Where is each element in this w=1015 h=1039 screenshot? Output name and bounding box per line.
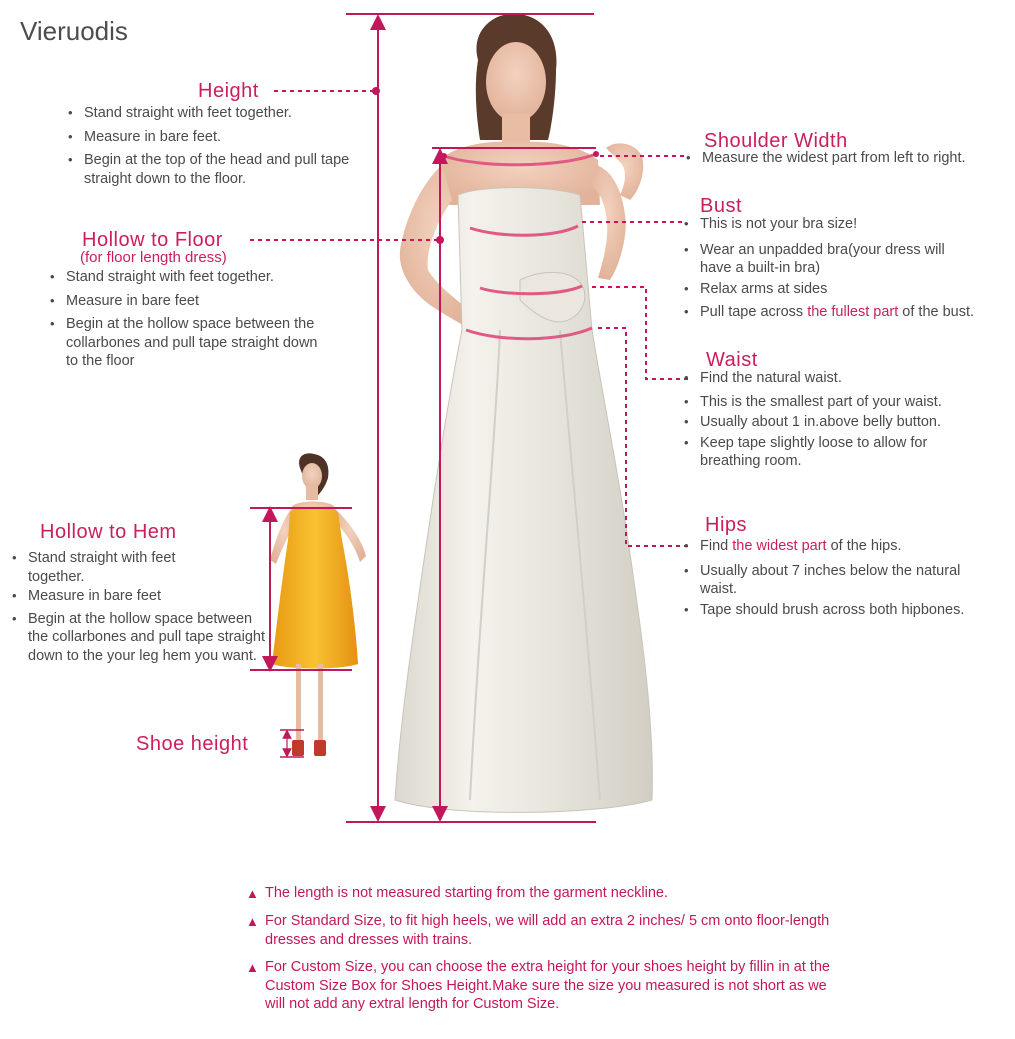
hollow-hem-list bbox=[12, 549, 274, 666]
warning-triangle-icon: ▲ bbox=[246, 914, 259, 929]
main-model-figure bbox=[395, 14, 652, 813]
note-text: The length is not measured starting from the garment neckline. bbox=[265, 885, 668, 901]
list-item bbox=[684, 303, 1009, 322]
hollow-floor-title: Hollow to Floor bbox=[82, 229, 223, 251]
list-item: • Keep tape slightly loose to allow for breathing room. bbox=[684, 434, 974, 471]
hollow-floor-list bbox=[50, 268, 340, 376]
list-item: • Measure in bare feet bbox=[50, 292, 340, 311]
waist-title: Waist bbox=[706, 349, 758, 371]
waist-list bbox=[684, 369, 984, 476]
bust-last-post: of the bust. bbox=[898, 304, 975, 320]
list-item: • Stand straight with feet together. bbox=[50, 268, 340, 287]
note-text: For Custom Size, you can choose the extra height for your shoes height by fillin in at the Custom Size Box for Shoes Height.Make sure the size you measured is not short as we will not add any extral length for Custom Size. bbox=[265, 959, 830, 1012]
shoulder-title: Shoulder Width bbox=[704, 130, 848, 152]
hollow-floor-subtitle: (for floor length dress) bbox=[80, 249, 227, 266]
bust-title: Bust bbox=[700, 195, 743, 217]
bust-list bbox=[684, 215, 1009, 327]
list-item: • Begin at the top of the head and pull tape straight down to the floor. bbox=[68, 151, 358, 188]
list-item: • Begin at the hollow space between the collarbones and pull tape straight down to the your leg hem you want. bbox=[12, 610, 274, 666]
list-item: • Measure in bare feet bbox=[12, 587, 274, 606]
list-item: • Stand straight with feet together. bbox=[68, 104, 358, 123]
shoe-height-title: Shoe height bbox=[136, 733, 249, 755]
hips-first-post: of the hips. bbox=[826, 538, 902, 554]
note-item bbox=[246, 958, 846, 1014]
list-item: • Find the natural waist. bbox=[684, 369, 984, 388]
height-title: Height bbox=[198, 80, 259, 102]
bust-highlight: the fullest part bbox=[807, 304, 899, 320]
note-item bbox=[246, 884, 846, 903]
hips-first-pre: Find bbox=[700, 538, 733, 554]
list-item: • Begin at the hollow space between the collarbones and pull tape straight down to the floor bbox=[50, 315, 325, 371]
list-item: • Usually about 7 inches below the natural waist. bbox=[684, 562, 994, 599]
list-item: • Wear an unpadded bra(your dress will have a built-in bra) bbox=[684, 241, 974, 278]
list-item: • Measure the widest part from left to right. bbox=[686, 149, 1006, 168]
list-item: • Tape should brush across both hipbones. bbox=[684, 601, 1004, 620]
warning-triangle-icon: ▲ bbox=[246, 960, 259, 975]
list-item bbox=[684, 537, 1004, 556]
bust-last-pre: Pull tape across bbox=[700, 304, 808, 320]
hollow-hem-title: Hollow to Hem bbox=[40, 521, 177, 543]
list-item: • Relax arms at sides bbox=[684, 280, 1009, 299]
list-item: • This is not your bra size! bbox=[684, 215, 1009, 234]
note-item bbox=[246, 912, 836, 949]
hips-list bbox=[684, 537, 1004, 624]
warning-triangle-icon: ▲ bbox=[246, 886, 259, 901]
list-item: • Stand straight with feet together. bbox=[12, 549, 212, 586]
shoulder-list bbox=[686, 149, 1006, 173]
hips-highlight: the widest part bbox=[732, 538, 827, 554]
brand-logo: Vieruodis bbox=[20, 16, 128, 46]
note-text: For Standard Size, to fit high heels, we will add an extra 2 inches/ 5 cm onto floor-length dresses and dresses with trains. bbox=[265, 913, 830, 948]
small-model-figure bbox=[270, 453, 366, 756]
list-item: • This is the smallest part of your waist. bbox=[684, 393, 984, 412]
list-item: • Measure in bare feet. bbox=[68, 128, 358, 147]
height-list bbox=[68, 104, 358, 193]
list-item: • Usually about 1 in.above belly button. bbox=[684, 413, 984, 432]
hips-title: Hips bbox=[705, 514, 748, 536]
